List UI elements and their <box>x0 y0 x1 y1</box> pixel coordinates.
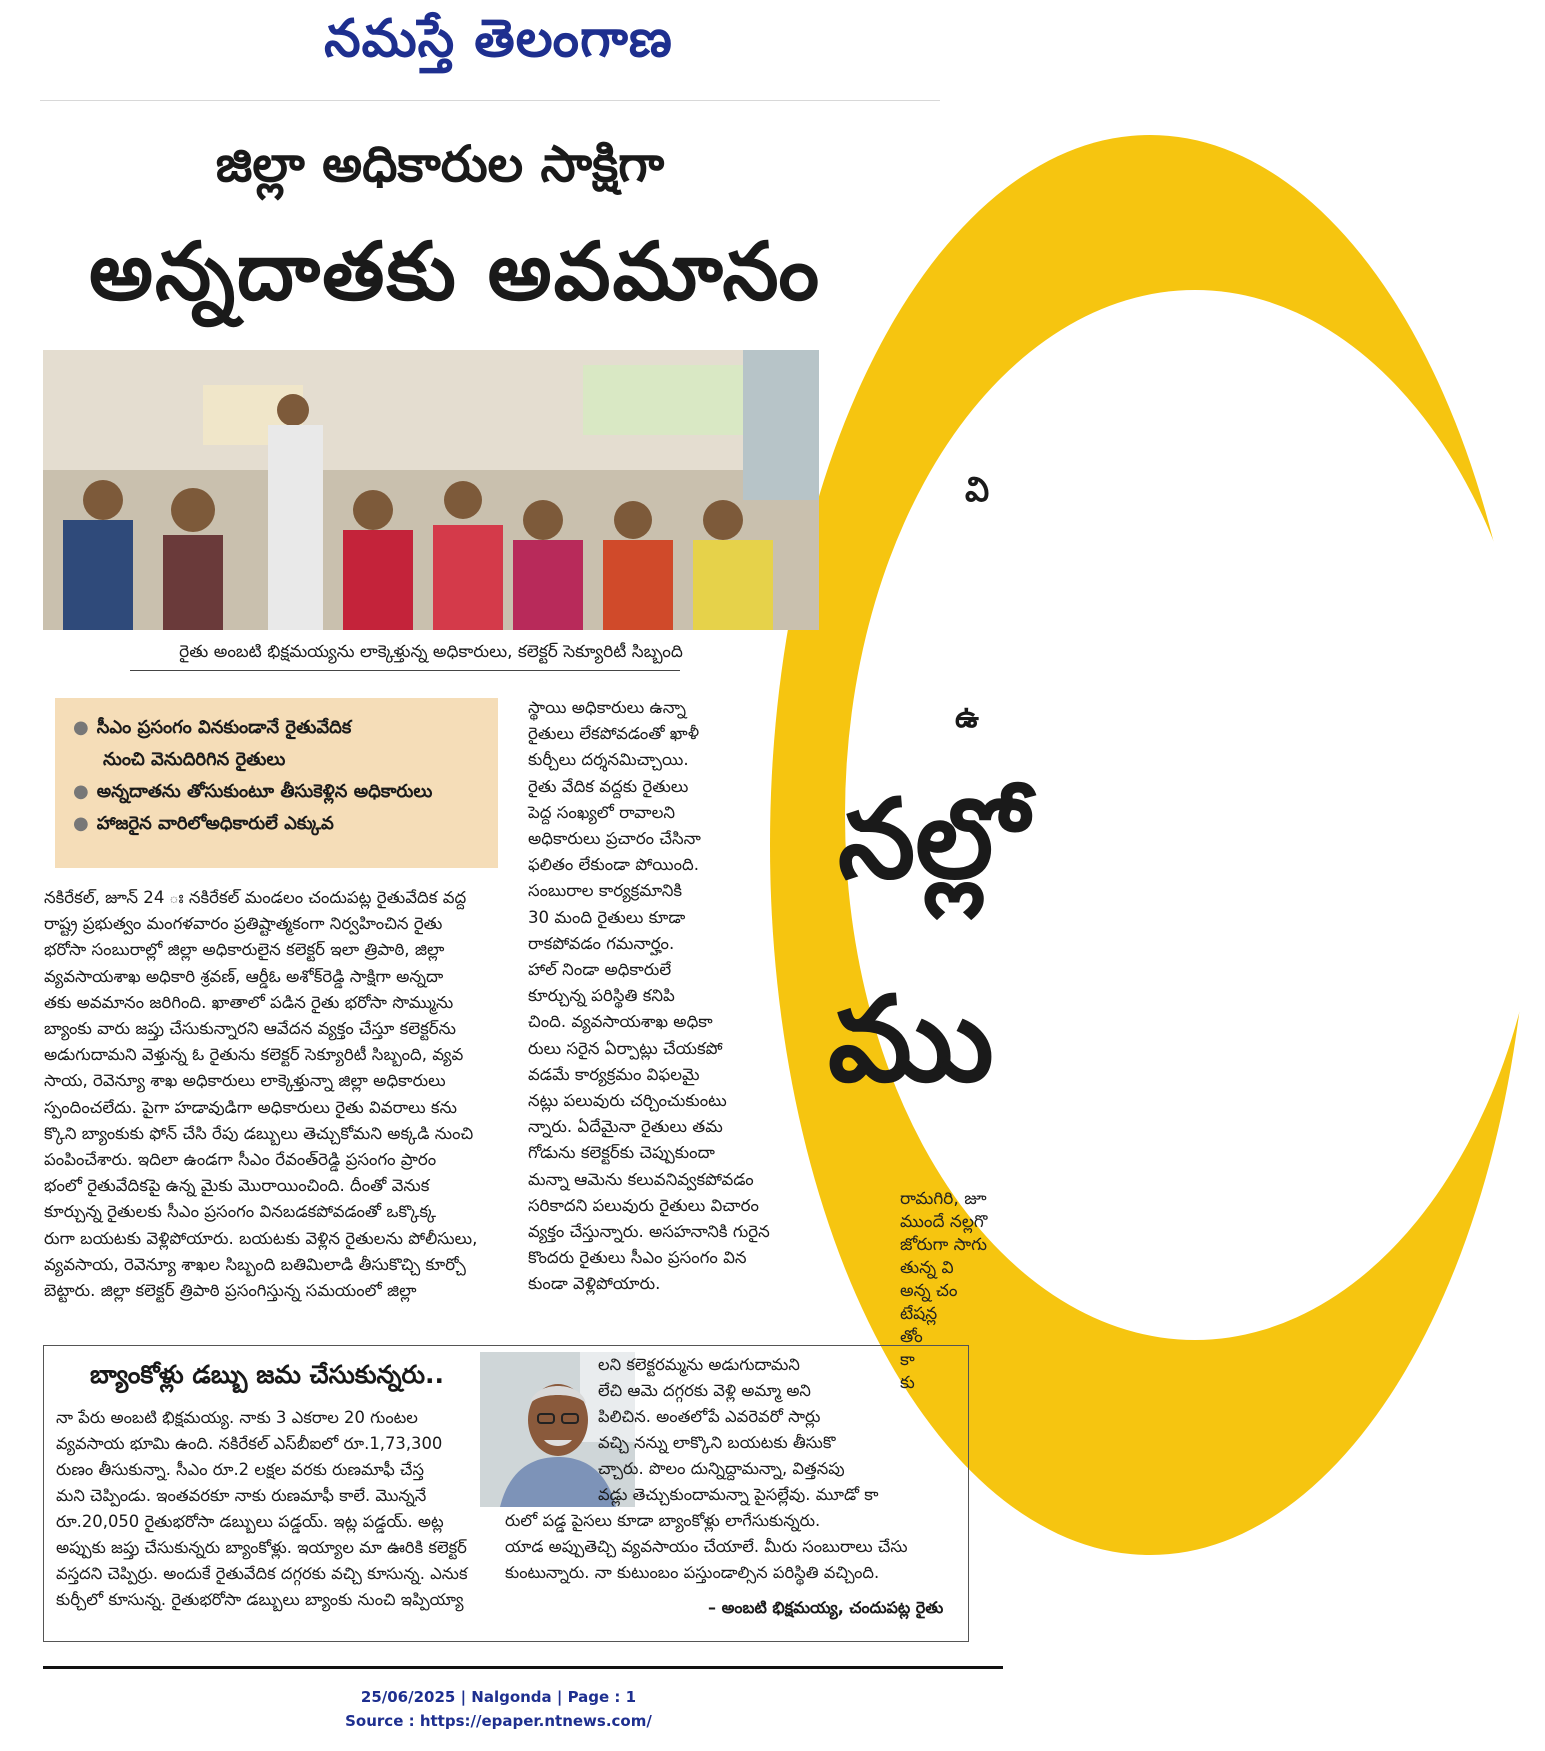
side-line: తోం <box>900 1327 923 1347</box>
body-line: కూర్చున్న పరిస్థితి కనిపి <box>528 986 675 1006</box>
side-line: టేషన్ల <box>900 1304 938 1324</box>
news-photo <box>43 350 819 630</box>
caption-underline <box>130 670 680 671</box>
body-line: పెద్ద సంఖ్యలో రావాలని <box>528 802 675 822</box>
body-line: న్నారు. ఏదేమైనా రైతులు తమ <box>528 1117 723 1137</box>
body-line: వడమే కార్యక్రమం విఫలమై <box>528 1064 700 1084</box>
interview-line: వడ్లు తెచ్చుకుందామన్నా పైసల్లేవు. మూడో కా <box>598 1485 879 1504</box>
body-line: క్కొని బ్యాంకుకు ఫోన్ చేసి రేపు డబ్బులు తెచ్చుకోమని అక్కడి నుంచి <box>44 1123 474 1143</box>
highlight-text: హాజరైన వారిలోఅధికారులే ఎక్కువ <box>96 813 334 834</box>
body-line: హాల్ నిండా అధికారులే <box>528 960 672 980</box>
body-line: భరోసా సంబురాల్లో జిల్లా అధికారులైన కలెక్టర్ ఇలా త్రిపాఠి, జిల్లా <box>44 940 445 960</box>
side-story-fragment-top: వి <box>965 470 990 510</box>
highlight-text: నుంచి వెనుదిరిగిన రైతులు <box>103 749 286 770</box>
footer-source-link[interactable]: Source : https://epaper.ntnews.com/ <box>345 1712 652 1730</box>
side-line: అన్న చం <box>900 1281 958 1301</box>
side-line: తున్న వి <box>900 1258 954 1278</box>
interview-text-left <box>56 1405 506 1613</box>
body-line: ఫలితం లేకుండా పోయింది. <box>528 855 699 875</box>
body-line: సంబురాల కార్యక్రమానికి <box>528 881 683 901</box>
body-line: భంలో రైతువేదికపై ఉన్న మైకు మొరాయించింది. దీంతో వెనుక <box>44 1176 430 1196</box>
side-line: ముందే నల్లగొ <box>900 1212 988 1232</box>
interview-line: రుణం తీసుకున్నా. సీఎం రూ.2 లక్షల వరకు రుణమాఫీ చేస్త <box>56 1460 424 1479</box>
body-line: కుండా వెళ్లిపోయారు. <box>528 1274 661 1294</box>
headline-kicker: జిల్లా అధికారుల సాక్షిగా <box>215 135 665 193</box>
side-line: కా <box>900 1350 915 1370</box>
body-line: నకిరేకల్, జూన్ 24 ః నకిరేకల్ మండలం చందుపట్ల రైతువేదిక వద్ద <box>44 888 467 907</box>
body-line: కుర్చీలు దర్శనమిచ్చాయి. <box>528 750 689 770</box>
body-line: రాష్ట్ర ప్రభుత్వం మంగళవారం ప్రతిష్టాత్మకంగా నిర్వహించిన రైతు <box>44 914 443 934</box>
body-line: సాయ, రెవెన్యూ శాఖ అధికారులు లాక్కెళ్తున్నా జిల్లా అధికారులు <box>44 1071 446 1091</box>
body-line: రైతు వేదిక వద్దకు రైతులు <box>528 776 689 796</box>
headline-main: అన్నదాతకు అవమానం <box>88 225 822 318</box>
body-line: 30 మంది రైతులు కూడా <box>528 907 686 927</box>
highlight-item-cont <box>73 744 486 776</box>
interview-line: రులో పడ్డ పైసలు కూడా బ్యాంకోళ్లు లాగేసుకున్నరు. <box>505 1511 821 1530</box>
body-line: రులు సరైన ఏర్పాట్లు చేయకపో <box>528 1038 723 1058</box>
body-line: వ్యవసాయ, రెవెన్యూ శాఖల సిబ్బంది బతిమిలాడి తీసుకొచ్చి కూర్చో <box>44 1254 466 1274</box>
side-story-headline-1: నల్లో <box>838 775 1029 903</box>
interview-line: వచ్చి నన్ను లాక్కొని బయటకు తీసుకొ <box>598 1433 836 1452</box>
body-line: అడుగుదామని వెళ్తున్న ఓ రైతును కలెక్టర్ సెక్యూరిటీ సిబ్బంది, వ్యవ <box>44 1045 464 1065</box>
interview-line: కుంటున్నారు. నా కుటుంబం పస్తుండాల్సిన పరిస్థితి వచ్చింది. <box>505 1563 880 1582</box>
body-line: మన్నా ఆమెను కలువనివ్వకపోవడం <box>528 1169 754 1189</box>
footer-date-line: 25/06/2025 | Nalgonda | Page : 1 <box>360 1688 637 1706</box>
highlights-box <box>55 698 498 868</box>
interview-signature: – అంబటి భిక్షమయ్య, చందుపట్ల రైతు <box>708 1598 944 1617</box>
body-line: రాకపోవడం గమనార్హం. <box>528 933 675 953</box>
body-line: బెట్టారు. జిల్లా కలెక్టర్ త్రిపాఠి ప్రసంగిస్తున్న సమయంలో జిల్లా <box>44 1281 417 1301</box>
body-line: స్థాయి అధికారులు ఉన్నా <box>528 698 687 717</box>
interview-line: పిలిచిన. అంతలోపే ఎవరెవరో సార్లు <box>598 1407 821 1426</box>
side-line: రామగిరి, జూ <box>900 1189 987 1209</box>
body-line: తకు అవమానం జరిగింది. ఖాతాలో పడిన రైతు భరోసా సొమ్మును <box>44 992 454 1012</box>
masthead-divider <box>40 100 940 101</box>
body-line: వ్యక్తం చేస్తున్నారు. అసహనానికి గురైన <box>528 1222 770 1242</box>
side-line: కు <box>900 1373 915 1393</box>
interview-line: అప్పుకు జప్తు చేసుకున్నరు బ్యాంకోళ్లు. ఇయ్యాల మా ఊరికి కలెక్టర్ <box>56 1538 467 1557</box>
side-story-fragment-mid: ఉ <box>955 700 979 735</box>
highlight-item: ● సీఎం ప్రసంగం వినకుండానే రైతువేదిక <box>73 717 352 738</box>
page-bottom-rule <box>43 1666 1003 1669</box>
highlight-text: అన్నదాతను తోసుకుంటూ తీసుకెళ్లిన అధికారులు <box>96 781 433 802</box>
interview-line: వస్తదని చెప్పిర్రు. అందుకే రైతువేదిక దగ్గరకు వచ్చి కూసున్న. ఎనుక <box>56 1564 468 1583</box>
interview-line: యాడ అప్పుతెచ్చి వ్యవసాయం చేయాలే. మీరు సంబురాలు చేసు <box>505 1537 908 1556</box>
body-line: నట్లు పలువురు చర్చించుకుంటు <box>528 1091 727 1111</box>
article-body-left <box>44 885 500 1304</box>
interview-title: బ్యాంకోళ్లు డబ్బు జమ చేసుకున్నరు.. <box>90 1360 444 1389</box>
masthead-logo: నమస్తే తెలంగాణ <box>324 8 673 69</box>
interview-line: మని చెప్పిండు. ఇంతవరకూ నాకు రుణమాఫీ కాలే. మొన్ననే <box>56 1486 427 1505</box>
interview-line: లేచి ఆమె దగ్గరకు వెళ్లి అమ్మా అని <box>598 1381 811 1400</box>
interview-line: రూ.20,050 రైతుభరోసా డబ్బులు పడ్డయ్. ఇట్ల పడ్డయ్. అట్ల <box>56 1512 444 1531</box>
body-line: గోడును కలెక్టర్‌కు చెప్పుకుందా <box>528 1143 715 1163</box>
body-line: సరికాదని పలువురు రైతులు విచారం <box>528 1195 759 1215</box>
body-line: పంపించేశారు. ఇదిలా ఉండగా సీఎం రేవంత్‌రెడ్డి ప్రసంగం ప్రారం <box>44 1150 437 1170</box>
interview-line: లని కలెక్టరమ్మను అడుగుదామని <box>598 1355 800 1374</box>
interview-line: నా పేరు అంబటి భిక్షమయ్య. నాకు 3 ఎకరాల 20 గుంటల <box>56 1408 418 1427</box>
interview-line: వ్యవసాయ భూమి ఉంది. నకిరేకల్ ఎస్‌బీఐలో రూ.1,73,300 <box>56 1434 443 1453</box>
photo-caption: రైతు అంబటి భిక్షమయ్యను లాక్కెళ్తున్న అధికారులు, కలెక్టర్ సెక్యూరిటీ సిబ్బంది <box>179 642 683 662</box>
highlight-item: ● హాజరైన వారిలోఅధికారులే ఎక్కువ <box>73 813 334 834</box>
body-line: స్పందించలేదు. పైగా హడావుడిగా అధికారులు రైతు వివరాలు కను <box>44 1097 457 1117</box>
interview-line: చ్చారు. పొలం దున్నిద్దామన్నా, విత్తనపు <box>598 1459 845 1478</box>
article-body-right <box>528 695 770 1298</box>
body-line: అధికారులు ప్రచారం చేసినా <box>528 829 701 849</box>
body-line: కూర్చున్న రైతులకు సీఎం ప్రసంగం వినబడకపోవడంతో ఒక్కొక్క <box>44 1202 437 1222</box>
interview-text-right-top <box>598 1352 963 1508</box>
body-line: బ్యాంకు వారు జప్తు చేసుకున్నారని ఆవేదన వ్యక్తం చేస్తూ కలెక్టర్‌ను <box>44 1019 456 1039</box>
body-line: వ్యవసాయశాఖ అధికారి శ్రవణ్, ఆర్డీఓ అశోక్‌రెడ్డి సాక్షిగా అన్నదా <box>44 966 444 986</box>
side-story-headline-2: ము <box>828 970 994 1108</box>
body-line: రైతులు లేకపోవడంతో ఖాళీ <box>528 724 700 744</box>
highlight-text: సీఎం ప్రసంగం వినకుండానే రైతువేదిక <box>96 717 352 738</box>
interview-line: కుర్చీలో కూసున్న. రైతుభరోసా డబ్బులు బ్యాంకు నుంచి ఇప్పియ్యా <box>56 1590 464 1609</box>
interview-text-right-bottom <box>505 1508 965 1586</box>
highlight-item: ● అన్నదాతను తోసుకుంటూ తీసుకెళ్లిన అధికారులు <box>73 781 433 802</box>
body-line: కొందరు రైతులు సీఎం ప్రసంగం విన <box>528 1248 747 1268</box>
side-line: జోరుగా సాగు <box>900 1235 987 1255</box>
body-line: రుగా బయటకు వెళ్లిపోయారు. బయటకు వెళ్లిన రైతులను పోలీసులు, <box>44 1228 478 1248</box>
body-line: చింది. వ్యవసాయశాఖ అధికా <box>528 1012 713 1032</box>
